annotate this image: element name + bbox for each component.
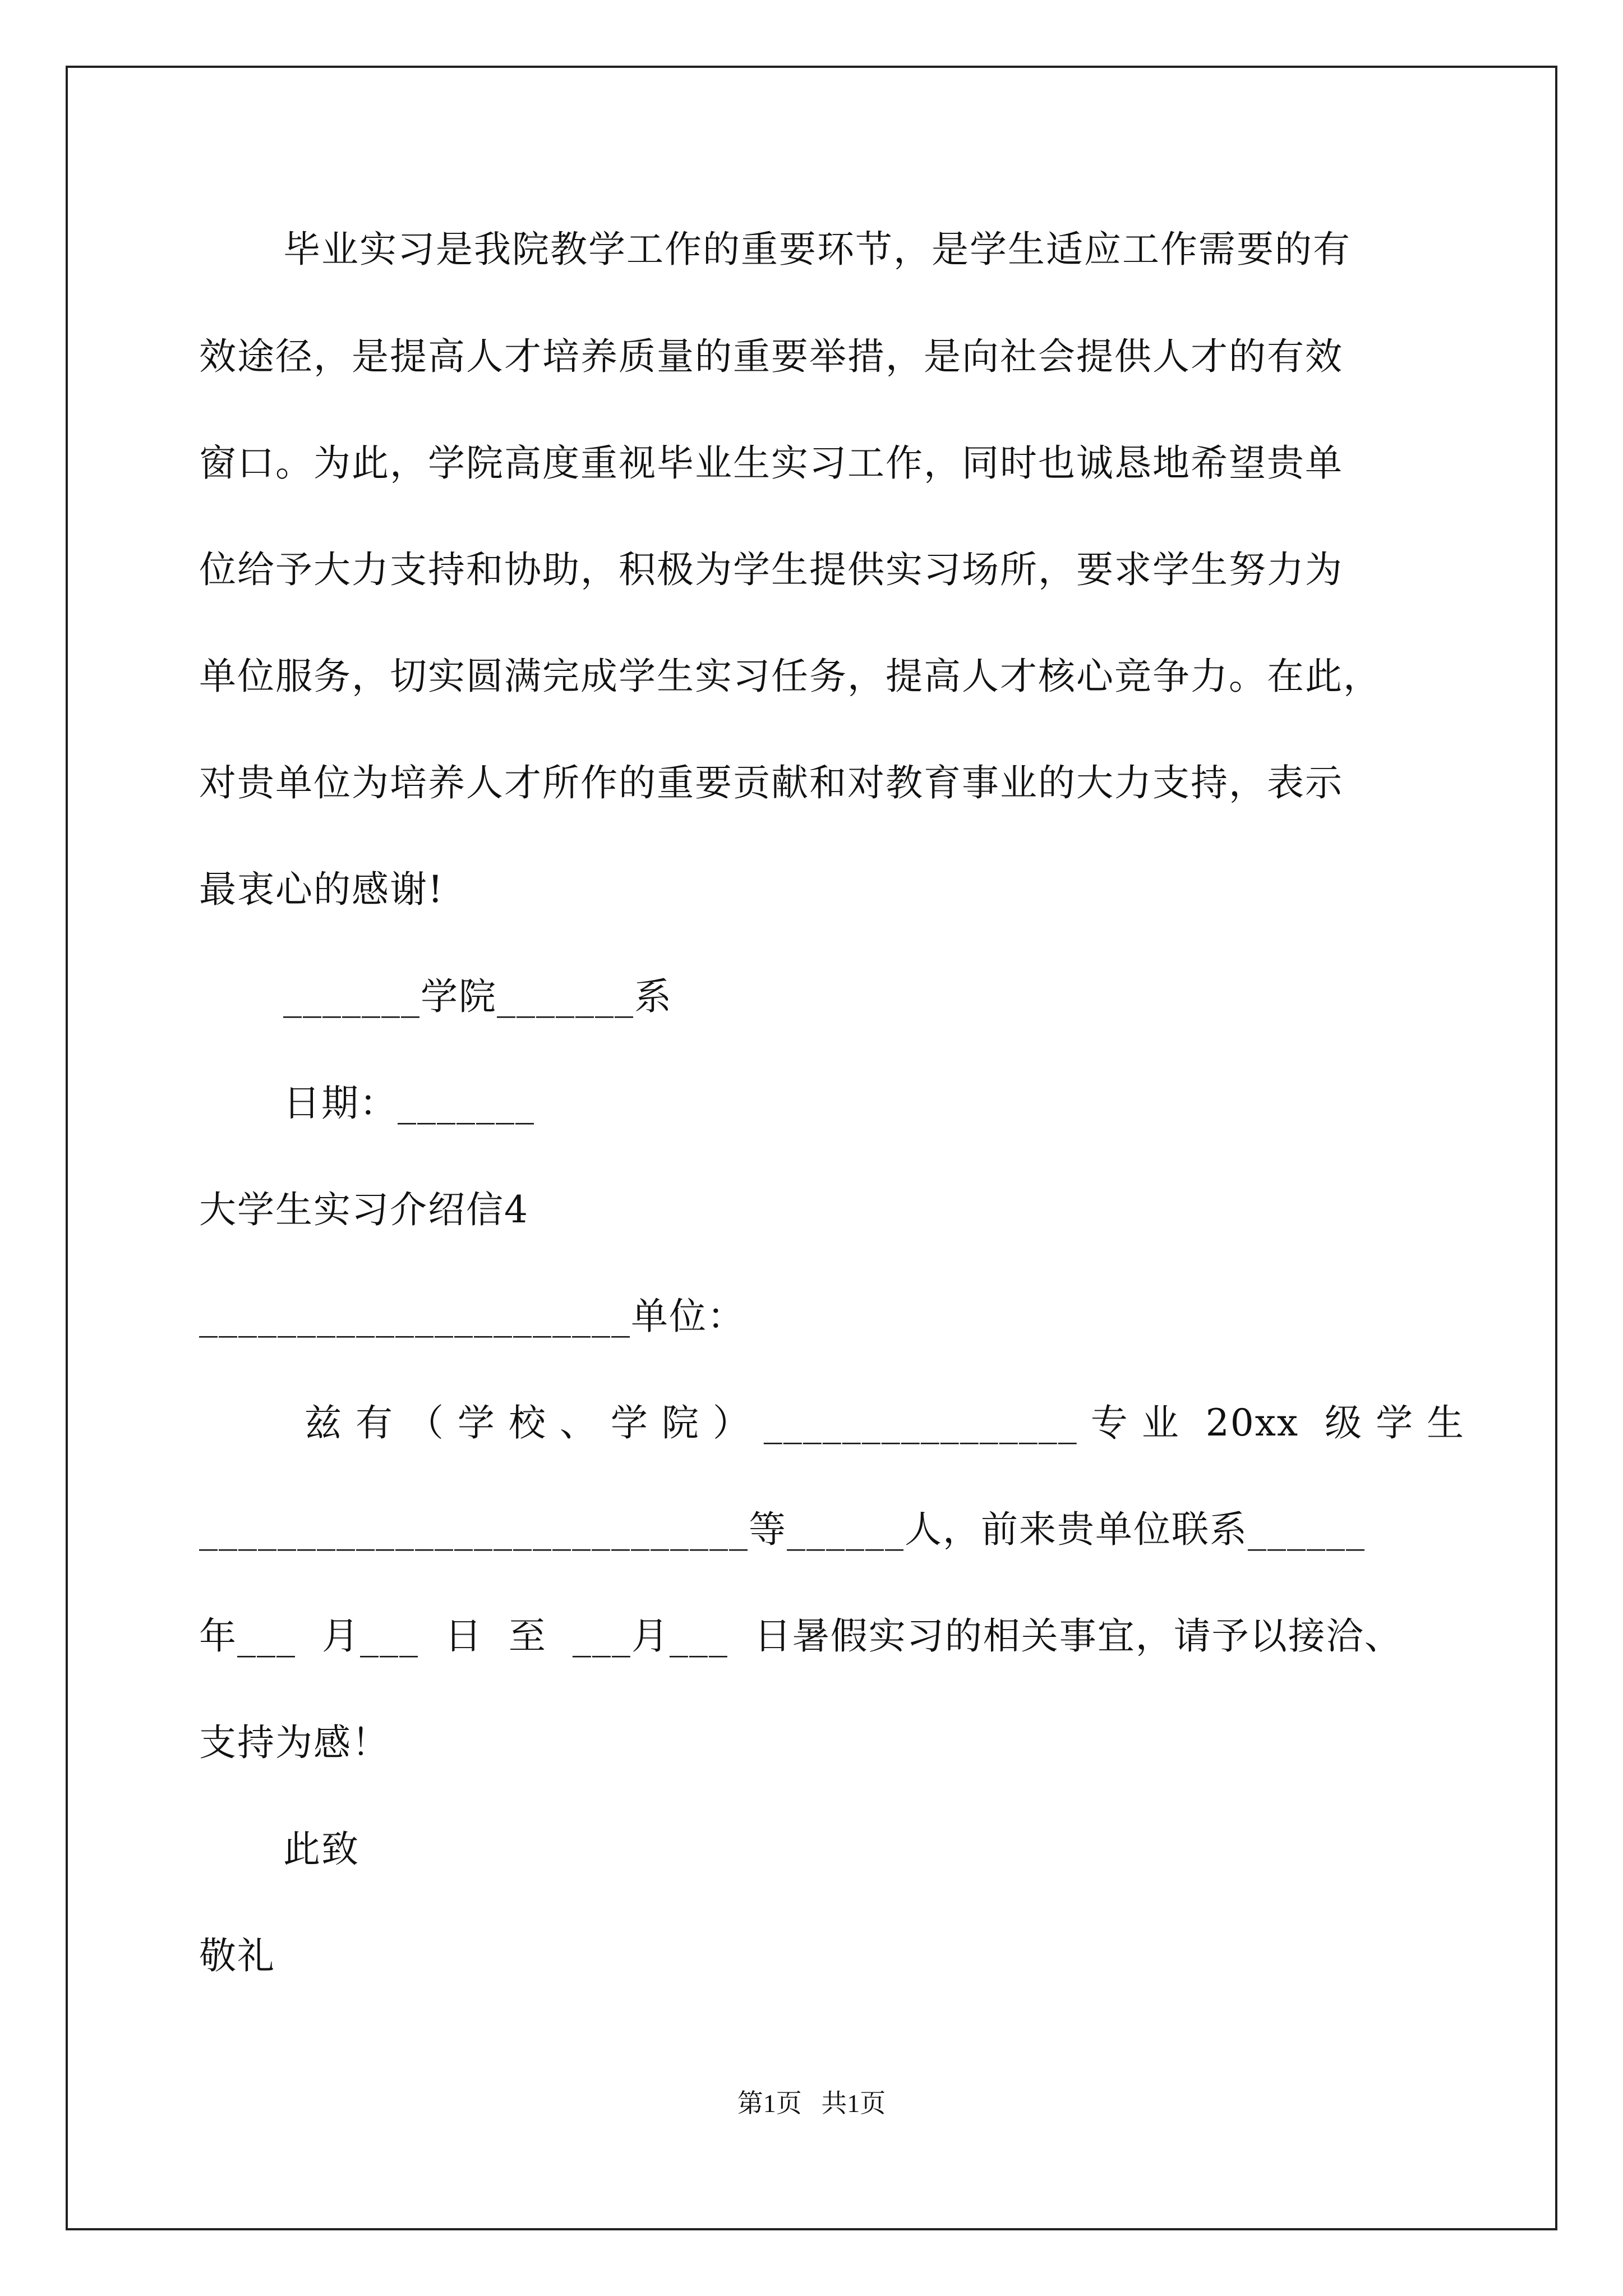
paragraph-line: 对贵单位为培养人才所作的重要贡献和对教育事业的大力支持，表示 — [199, 761, 1343, 804]
paragraph-line: 兹 有 （ 学 校 、 学 院 ） ________________ 专 业 20xx 级 学 生 — [292, 1401, 1465, 1444]
paragraph-line: 最衷心的感谢! — [199, 868, 444, 911]
letter-title: 大学生实习介绍信4 — [199, 1188, 529, 1231]
addressee-line: ______________________单位： — [199, 1295, 745, 1338]
paragraph-line: ____________________________等______人，前来贵单位联系______ — [199, 1508, 1366, 1551]
page-footer: 第1页 共1页 — [737, 2089, 886, 2118]
closing-line: 此致 — [283, 1828, 359, 1871]
paragraph-line: 支持为感！ — [199, 1721, 390, 1764]
signature-line: _______学院_______系 — [283, 975, 672, 1018]
page-border — [66, 66, 1557, 2230]
date-line: 日期：_______ — [283, 1082, 535, 1125]
paragraph-line: 毕业实习是我院教学工作的重要环节，是学生适应工作需要的有 — [283, 228, 1351, 271]
paragraph-line: 位给予大力支持和协助，积极为学生提供实习场所，要求学生努力为 — [199, 548, 1343, 591]
paragraph-line: 年___ 月___ 日 至 ___月___ 日暑假实习的相关事宜，请予以接洽、 — [199, 1614, 1403, 1658]
paragraph-line: 窗口。为此，学院高度重视毕业生实习工作，同时也诚恳地希望贵单 — [199, 441, 1343, 485]
closing-line: 敬礼 — [199, 1934, 275, 1977]
paragraph-line: 单位服务，切实圆满完成学生实习任务，提高人才核心竞争力。在此， — [199, 655, 1381, 698]
paragraph-line: 效途径，是提高人才培养质量的重要举措，是向社会提供人才的有效 — [199, 335, 1343, 378]
